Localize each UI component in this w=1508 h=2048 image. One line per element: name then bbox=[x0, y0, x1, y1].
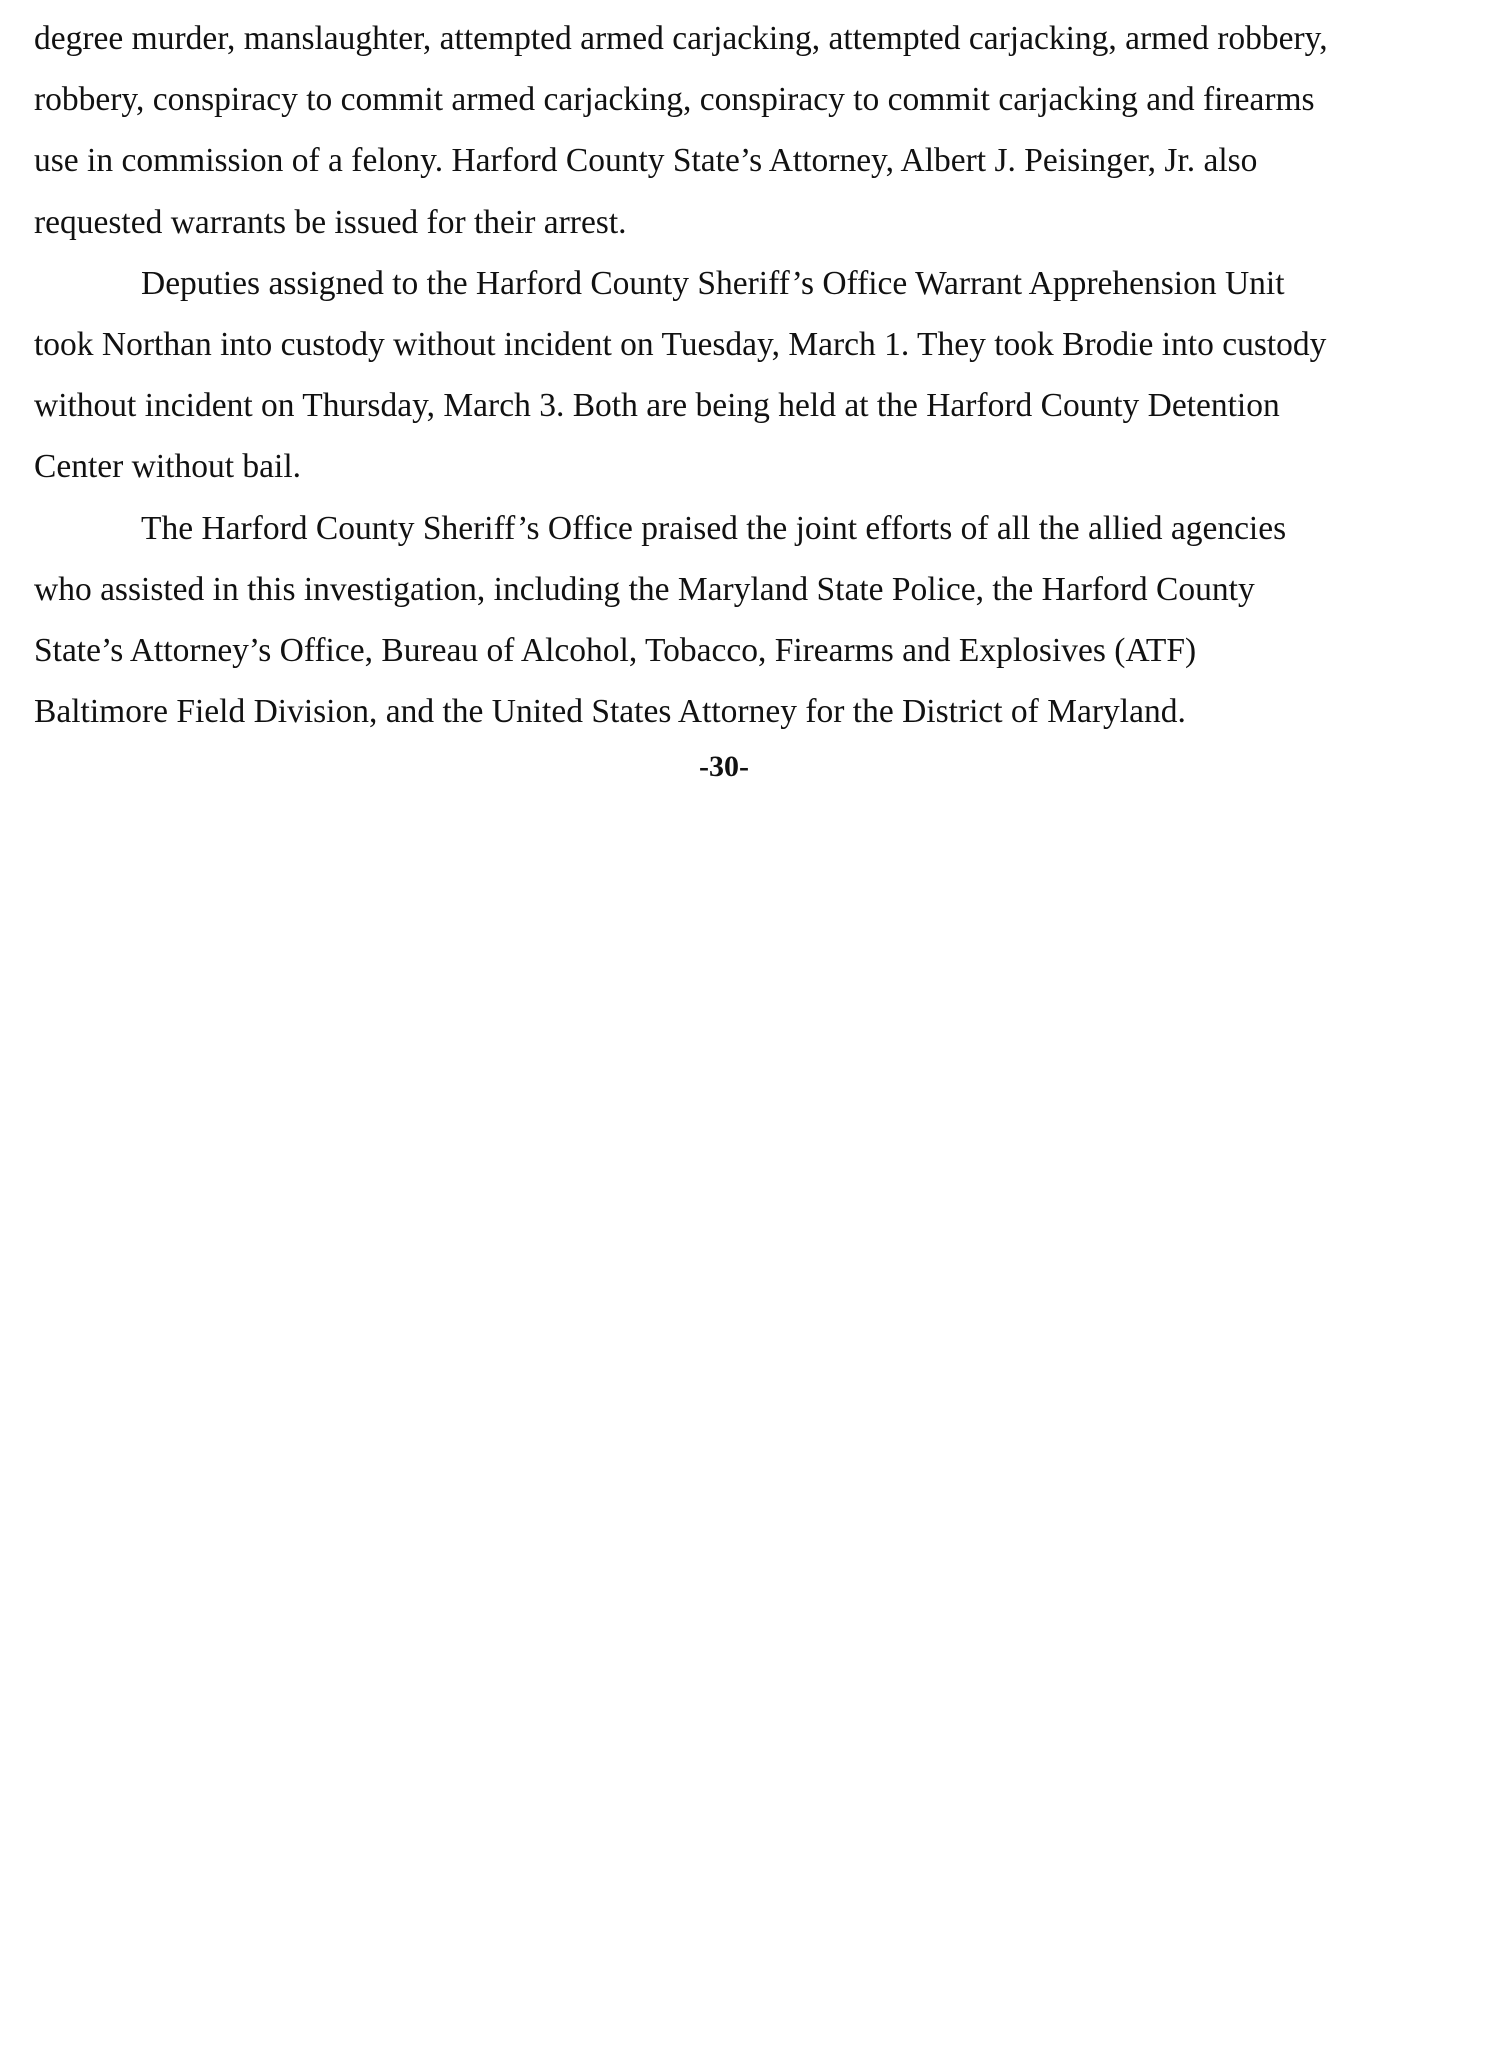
document-body bbox=[34, 8, 1474, 742]
text-line: robbery, conspiracy to commit armed carjacking, conspiracy to commit carjacking and firearms bbox=[34, 81, 1315, 119]
text-line: Center without bail. bbox=[34, 448, 302, 486]
text-line: requested warrants be issued for their arrest. bbox=[34, 203, 627, 241]
text-line: The Harford County Sheriff’s Office praised the joint efforts of all the allied agencies bbox=[141, 509, 1287, 547]
paragraph-charges-continued bbox=[34, 8, 1474, 253]
text-line: without incident on Thursday, March 3. Both are being held at the Harford County Detention bbox=[34, 387, 1280, 425]
text-line: who assisted in this investigation, including the Maryland State Police, the Harford County bbox=[34, 570, 1255, 608]
text-line: use in commission of a felony. Harford County State’s Attorney, Albert J. Peisinger, Jr. also bbox=[34, 142, 1258, 180]
paragraph-custody bbox=[34, 253, 1474, 498]
text-line: took Northan into custody without incident on Tuesday, March 1. They took Brodie into custody bbox=[34, 325, 1327, 363]
end-marker: -30- bbox=[699, 750, 749, 783]
text-line: Deputies assigned to the Harford County Sheriff’s Office Warrant Apprehension Unit bbox=[141, 264, 1285, 302]
text-line: Baltimore Field Division, and the United States Attorney for the District of Maryland. bbox=[34, 693, 1186, 731]
text-line: State’s Attorney’s Office, Bureau of Alcohol, Tobacco, Firearms and Explosives (ATF) bbox=[34, 631, 1197, 669]
text-line: degree murder, manslaughter, attempted armed carjacking, attempted carjacking, armed robbery, bbox=[34, 20, 1328, 57]
paragraph-agencies bbox=[34, 498, 1474, 743]
